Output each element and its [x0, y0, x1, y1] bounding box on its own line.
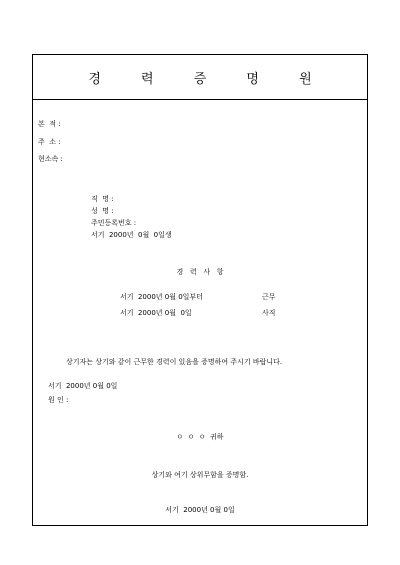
title-box	[33, 55, 367, 100]
position-label: 직 명 :	[91, 195, 114, 203]
career-heading: 경 력 사 항	[176, 268, 224, 276]
addressee: ㅇ ㅇ ㅇ 귀하	[176, 433, 224, 441]
career-end-status: 사직	[262, 309, 276, 317]
address-label: 주 소 :	[38, 138, 61, 146]
certification-statement: 상기와 여기 상위무함을 증명함.	[151, 471, 249, 479]
current-address-label: 현소속 :	[38, 155, 63, 163]
request-statement: 상기자는 상기와 같이 근무한 경력이 있음을 증명하여 주시기 바랍니다.	[66, 358, 283, 366]
domicile-label: 본 적 :	[38, 120, 61, 128]
birth-date: 서기 2000년 0월 0일생	[91, 231, 172, 239]
certificate-form	[32, 54, 368, 526]
requester-label: 원 인 :	[48, 396, 69, 404]
document-title: 경 력 증 명 원	[88, 71, 330, 87]
request-date: 서기 2000년 0월 0일	[48, 382, 118, 390]
career-end-date: 서기 2000년 0월 0일	[120, 309, 192, 317]
career-start-status: 근무	[262, 293, 276, 301]
career-start-date: 서기 2000년 0월 0일부터	[120, 293, 203, 301]
name-label: 성 명 :	[91, 207, 114, 215]
id-number-label: 주민등록번호 :	[91, 219, 137, 227]
certification-date: 서기 2000년 0월 0일	[165, 506, 235, 514]
